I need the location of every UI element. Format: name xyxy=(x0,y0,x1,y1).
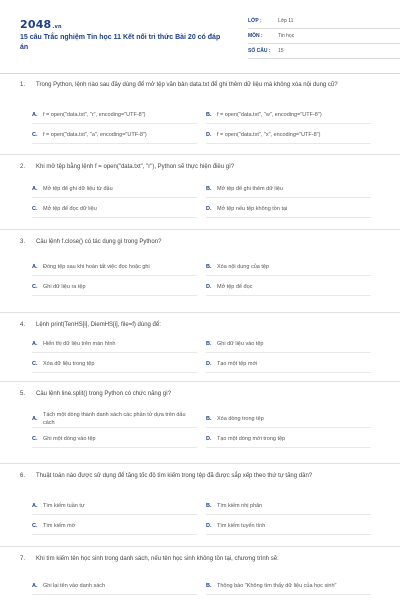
option-key: C. xyxy=(32,283,38,290)
option-key: C. xyxy=(32,205,38,212)
question-text xyxy=(20,389,382,399)
option-key: D. xyxy=(206,131,212,138)
question-divider xyxy=(0,463,400,464)
option-key: C. xyxy=(32,435,38,442)
option-text: f = open("data.txt", "w", encoding="UTF-8") xyxy=(217,111,322,118)
option-text: Thông báo "Không tìm thấy dữ liệu của học sinh" xyxy=(217,582,337,589)
answer-option[interactable] xyxy=(32,577,197,595)
meta-row-count: SỐ CÂU : 15 xyxy=(248,44,400,59)
option-key: B. xyxy=(206,502,212,509)
header-divider xyxy=(0,73,400,74)
option-text: Mở tệp để ghi thêm dữ liệu xyxy=(217,185,283,192)
answer-option[interactable] xyxy=(206,106,371,124)
option-text: Tìm kiếm mờ xyxy=(43,522,76,529)
question-5 xyxy=(20,389,382,442)
answer-option[interactable] xyxy=(206,278,371,296)
site-logo[interactable]: 2048.vn xyxy=(20,18,62,31)
option-key: B. xyxy=(206,340,212,347)
answer-option[interactable] xyxy=(32,258,197,276)
option-key: B. xyxy=(206,185,212,192)
question-2 xyxy=(20,162,382,212)
option-text: f = open("data.txt", "x", encoding="UTF-8") xyxy=(217,131,321,138)
option-text: Tìm kiếm tuần tự xyxy=(43,502,85,509)
question-1 xyxy=(20,80,382,138)
answer-option[interactable] xyxy=(32,355,197,373)
option-text: Tìm kiếm nhị phân xyxy=(217,502,263,509)
answer-option[interactable] xyxy=(32,517,197,535)
option-text: Tách một dòng thành danh sách các phần tử dựa trên dấu cách xyxy=(43,411,186,426)
option-text: Xóa dữ liệu trong tệp xyxy=(43,360,95,367)
question-number: 4. xyxy=(20,322,26,328)
answer-option[interactable] xyxy=(32,106,197,124)
option-text: Mở tệp để đọc xyxy=(217,283,253,290)
question-body: Trong Python, lệnh nào sau đây dùng để mở tệp văn bản data.txt để ghi thêm dữ liệu mà không xóa nội dung cũ? xyxy=(36,82,338,88)
option-key: A. xyxy=(32,263,38,270)
answer-option[interactable] xyxy=(206,577,371,595)
option-key: D. xyxy=(206,435,212,442)
question-text xyxy=(20,162,382,172)
question-3 xyxy=(20,237,382,290)
option-text: f = open("data.txt", "a", encoding="UTF-8") xyxy=(43,131,147,138)
question-divider xyxy=(0,154,400,155)
option-key: A. xyxy=(32,185,38,192)
answer-option[interactable] xyxy=(206,126,371,144)
answer-option[interactable] xyxy=(32,200,197,218)
answer-option[interactable] xyxy=(32,497,197,515)
page-header xyxy=(20,0,382,66)
option-text: Mở tệp nếu tệp không tồn tại xyxy=(217,205,288,212)
option-key: C. xyxy=(32,360,38,367)
answer-option[interactable] xyxy=(206,335,371,353)
answer-option[interactable] xyxy=(32,180,197,198)
answer-option[interactable] xyxy=(206,517,371,535)
answer-option[interactable] xyxy=(206,258,371,276)
option-key: D. xyxy=(206,205,212,212)
answer-option[interactable] xyxy=(206,355,371,373)
question-number: 6. xyxy=(20,473,26,479)
option-key: B. xyxy=(206,582,212,589)
question-body: Câu lệnh line.split() trong Python có chức năng gì? xyxy=(36,391,172,397)
option-text: Tạo một tệp mới xyxy=(217,360,258,367)
question-body: Lệnh print(TenHS[i], DiemHS[i], file=f) dùng để: xyxy=(36,322,161,328)
option-text: Ghi lại tên vào danh sách xyxy=(43,582,106,589)
question-text xyxy=(20,554,382,564)
option-text: Xóa dòng trong tệp xyxy=(217,415,264,422)
option-key: B. xyxy=(206,111,212,118)
option-text: Tìm kiếm tuyến tính xyxy=(217,522,266,529)
answer-option[interactable] xyxy=(206,180,371,198)
question-divider xyxy=(0,229,400,230)
quiz-meta xyxy=(248,14,400,59)
question-number: 3. xyxy=(20,239,26,245)
option-key: C. xyxy=(32,131,38,138)
option-key: D. xyxy=(206,360,212,367)
option-key: A. xyxy=(32,502,38,509)
question-text xyxy=(20,80,382,90)
option-key: A. xyxy=(32,111,38,118)
option-key: A. xyxy=(32,340,38,347)
question-number: 1. xyxy=(20,82,26,88)
question-body: Câu lệnh f.close() có tác dụng gì trong Python? xyxy=(36,239,162,245)
question-6 xyxy=(20,471,382,529)
option-key: B. xyxy=(206,415,212,422)
question-number: 2. xyxy=(20,164,26,170)
question-body: Khi mở tệp bằng lệnh f = open("data.txt", "r"), Python sẽ thực hiện điều gì? xyxy=(36,164,235,170)
option-key: C. xyxy=(32,522,38,529)
question-number: 5. xyxy=(20,391,26,397)
option-key: B. xyxy=(206,263,212,270)
option-key: D. xyxy=(206,522,212,529)
meta-row-subject: MÔN : Tin học xyxy=(248,29,400,44)
option-text: Ghi dữ liệu ra tệp xyxy=(43,283,86,290)
answer-option[interactable] xyxy=(206,410,371,428)
question-divider xyxy=(0,381,400,382)
option-text: Đóng tệp sau khi hoàn tất việc đọc hoặc ghi xyxy=(43,263,150,270)
question-body: Thuật toán nào được sử dụng để tăng tốc độ tìm kiếm trong tệp đã được sắp xếp theo thứ tự tăng dần? xyxy=(36,473,313,479)
option-text: Xóa nội dung của tệp xyxy=(217,263,269,270)
question-text xyxy=(20,471,382,481)
answer-option[interactable] xyxy=(32,278,197,296)
option-text: Tạo một dòng mới trong tệp xyxy=(217,435,286,442)
answer-option[interactable] xyxy=(32,335,197,353)
option-key: A. xyxy=(32,582,38,589)
question-text xyxy=(20,320,382,330)
option-text: Ghi dữ liệu vào tệp xyxy=(217,340,264,347)
answer-option[interactable] xyxy=(206,497,371,515)
option-text: f = open("data.txt", "r", encoding="UTF-8") xyxy=(43,111,146,118)
answer-option[interactable] xyxy=(32,410,197,428)
answer-option[interactable] xyxy=(32,126,197,144)
option-text: Hiển thị dữ liệu trên màn hình xyxy=(43,340,116,347)
page-title: 15 câu Trắc nghiệm Tin học 11 Kết nối tri thức Bài 20 có đáp án xyxy=(20,34,221,51)
question-number: 7. xyxy=(20,556,26,562)
question-4 xyxy=(20,320,382,367)
option-key: D. xyxy=(206,283,212,290)
meta-row-class: LỚP : Lớp 11 xyxy=(248,14,400,29)
question-7 xyxy=(20,554,382,589)
answer-option[interactable] xyxy=(206,430,371,448)
option-text: Mở tệp để ghi dữ liệu từ đầu xyxy=(43,185,113,192)
question-body: Khi tìm kiếm tên học sinh trong danh sách, nếu tên học sinh không tồn tại, chương trình sẽ: xyxy=(36,556,279,562)
option-key: A. xyxy=(32,415,38,422)
answer-option[interactable] xyxy=(32,430,197,448)
option-text: Ghi một dòng vào tệp xyxy=(43,435,96,442)
question-text xyxy=(20,237,382,247)
question-divider xyxy=(0,546,400,547)
answer-option[interactable] xyxy=(206,200,371,218)
option-text: Mở tệp để đọc dữ liệu xyxy=(43,205,97,212)
question-divider xyxy=(0,312,400,313)
